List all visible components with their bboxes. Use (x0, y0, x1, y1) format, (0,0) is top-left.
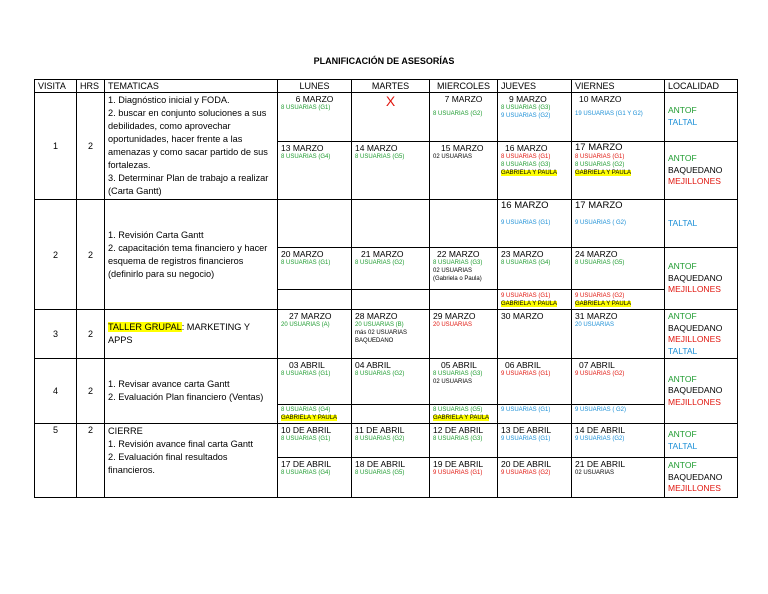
header-miercoles: MIERCOLES (430, 80, 498, 93)
session-cell (352, 248, 430, 290)
session-date: 10 DE ABRIL (281, 425, 332, 435)
session-date: 14 DE ABRIL (575, 425, 626, 435)
locality: BAQUEDANO (668, 272, 723, 283)
session-attendees: 8 USUARIAS (G1) (281, 371, 331, 377)
session-attendees: 9 USUARIAS (G1) (501, 220, 551, 226)
locality: BAQUEDANO (668, 385, 723, 396)
session-attendees: 9 USUARIAS ( G2) (575, 407, 627, 413)
locality-cell (665, 93, 738, 142)
session-attendees: 20 USUARIAS (A) (281, 322, 330, 328)
session-cell (430, 405, 498, 424)
session-attendees: 02 USUARIAS (433, 153, 473, 160)
session-attendees: 8 USUARIAS (G4) (281, 153, 331, 160)
session-date: 22 MARZO (437, 249, 480, 259)
session-attendees: 8 USUARIAS (G2) (355, 436, 405, 442)
session-date: 30 MARZO (501, 311, 544, 321)
schedule-table (34, 79, 738, 498)
visit-2-row-a (35, 200, 738, 248)
header-visita: VISITA (35, 80, 77, 93)
session-date: 05 ABRIL (441, 360, 477, 370)
visit-topics (105, 93, 278, 200)
session-attendees: más 02 USUARIAS (355, 330, 408, 336)
session-attendees: 9 USUARIAS (G1) (501, 436, 551, 442)
locality: TALTAL (668, 116, 698, 127)
session-date: 21 DE ABRIL (575, 459, 626, 469)
session-date: 19 DE ABRIL (433, 459, 484, 469)
session-date: 17 MARZO (575, 200, 623, 211)
visit-3-row (35, 310, 738, 359)
session-attendees: 8 USUARIAS (G2) (355, 260, 405, 266)
header-row (35, 80, 738, 93)
session-cell (498, 290, 572, 310)
session-cell (278, 458, 352, 498)
locality: MEJILLONES (668, 396, 721, 407)
session-cell (430, 93, 498, 142)
header-tematicas: TEMATICAS (105, 80, 278, 93)
locality: ANTOF (668, 429, 697, 439)
locality: TALTAL (668, 345, 698, 356)
session-attendees: 8 USUARIAS (G2) (355, 371, 405, 377)
facilitators-highlight: GABRIELA Y PAULA (575, 169, 632, 176)
session-attendees: 02 USUARIAS (433, 268, 473, 274)
session-attendees: 8 USUARIAS (G1) (575, 153, 625, 160)
header-hrs: HRS (77, 80, 105, 93)
locality: MEJILLONES (668, 176, 721, 187)
visit-hours: 2 (77, 424, 105, 498)
locality: ANTOF (668, 311, 697, 321)
session-cell (278, 248, 352, 290)
workshop-highlight: TALLER GRUPAL (108, 322, 182, 332)
topic-line: 3. Determinar Plan de trabajo a realizar (Carta Gantt) (108, 173, 269, 196)
session-cell (430, 359, 498, 405)
session-attendees: 8 USUARIAS (G3) (501, 105, 551, 111)
session-cell (572, 310, 665, 359)
visit-number: 5 (35, 424, 77, 498)
session-date: 21 MARZO (361, 249, 404, 259)
facilitators-highlight: GABRIELA Y PAULA (501, 169, 558, 176)
session-attendees: 8 USUARIAS (G4) (501, 260, 551, 266)
session-cell (498, 141, 572, 199)
facilitators-highlight: GABRIELA Y PAULA (433, 415, 490, 421)
locality: ANTOF (668, 460, 697, 471)
session-date: 28 MARZO (355, 311, 398, 321)
session-attendees: 8 USUARIAS (G1) (281, 260, 331, 266)
session-attendees: 20 USUARIAS (433, 322, 473, 328)
session-attendees: 8 USUARIAS (G5) (355, 153, 405, 160)
session-cell (498, 458, 572, 498)
session-cell (498, 424, 572, 458)
session-attendees: 9 USUARIAS (G2) (575, 293, 625, 299)
session-cell (498, 359, 572, 405)
header-lunes: LUNES (278, 80, 352, 93)
session-date: 20 MARZO (281, 249, 324, 259)
session-cell (498, 93, 572, 142)
session-date: 13 DE ABRIL (501, 425, 552, 435)
locality: TALTAL (668, 217, 698, 228)
visit-hours: 2 (77, 359, 105, 424)
session-cell (572, 93, 665, 142)
topic-line: 1. Revisión Carta Gantt (108, 229, 204, 240)
visit-number: 3 (35, 310, 77, 359)
locality: ANTOF (668, 261, 697, 272)
session-cell (430, 141, 498, 199)
session-cell (498, 310, 572, 359)
session-cell (430, 248, 498, 290)
locality: BAQUEDANO (668, 471, 723, 482)
visit-topics (105, 310, 278, 359)
session-attendees: 02 USUARIAS (433, 379, 473, 385)
visit-4-row-a (35, 359, 738, 405)
session-attendees: 8 USUARIAS (G4) (281, 407, 331, 413)
visit-hours: 2 (77, 93, 105, 200)
session-attendees: 9 USUARIAS (G1) (501, 407, 551, 413)
session-attendees: 9 USUARIAS (G1) (501, 293, 551, 299)
session-cell (278, 424, 352, 458)
session-date: 7 MARZO (444, 94, 483, 104)
session-cell (430, 458, 498, 498)
session-cell (352, 424, 430, 458)
session-date: 31 MARZO (575, 311, 618, 321)
topic-line: 2. Evaluación final resultados financieros. (108, 452, 228, 475)
session-cell (572, 200, 665, 248)
session-attendees: 8 USUARIAS (G3) (501, 161, 551, 168)
session-attendees: 8 USUARIAS (G1) (281, 105, 331, 111)
session-attendees: 20 USUARIAS (B) (355, 322, 404, 328)
session-cell (430, 310, 498, 359)
locality-cell (665, 458, 738, 498)
facilitators-highlight: GABRIELA Y PAULA (501, 301, 558, 307)
session-date: 6 MARZO (295, 94, 334, 104)
session-cell (352, 458, 430, 498)
locality: MEJILLONES (668, 483, 721, 494)
session-attendees: 8 USUARIAS (G5) (355, 470, 405, 476)
session-cell (352, 359, 430, 405)
locality: TALTAL (668, 440, 698, 451)
locality-cell (665, 424, 738, 458)
visit-5-row-a (35, 424, 738, 458)
session-attendees: 9 USUARIAS (G2) (501, 113, 551, 119)
session-date: 17 DE ABRIL (281, 459, 332, 469)
session-date: 12 DE ABRIL (433, 425, 484, 435)
session-date: 24 MARZO (575, 249, 618, 259)
session-cell (572, 290, 665, 310)
cancelled-mark: X (385, 93, 396, 109)
session-cell (352, 405, 430, 424)
session-attendees: 20 USUARIAS (575, 322, 615, 328)
facilitators-highlight: GABRIELA Y PAULA (575, 301, 632, 307)
visit-topics (105, 359, 278, 424)
page-title: PLANIFICACIÓN DE ASESORÍAS (313, 56, 455, 66)
session-date: 11 DE ABRIL (355, 425, 405, 435)
topic-line: CIERRE (108, 426, 143, 436)
header-viernes: VIERNES (572, 80, 665, 93)
visit-number: 1 (35, 93, 77, 200)
session-attendees: 9 USUARIAS (G1) (433, 470, 483, 476)
workshop-topic: : MARKETING Y APPS (108, 322, 250, 345)
session-cell (572, 248, 665, 290)
session-attendees: 9 USUARIAS (G1) (501, 371, 551, 377)
topic-line: 2. Evaluación Plan financiero (Ventas) (108, 392, 264, 402)
locality: ANTOF (668, 105, 697, 116)
session-date: 9 MARZO (509, 94, 547, 104)
visit-hours: 2 (77, 200, 105, 310)
session-date: 04 ABRIL (355, 360, 391, 370)
topic-line: 2. buscar en conjunto soluciones a sus debilidades, como aprovechar oportunidades, hacer frente a las amenazas y como sacar partido de sus fortalezas. (108, 108, 268, 170)
visit-1-row-a (35, 93, 738, 142)
locality-cell (665, 248, 738, 310)
session-attendees: 8 USUARIAS (G2) (575, 161, 625, 168)
locality-cell (665, 310, 738, 359)
header-martes: MARTES (352, 80, 430, 93)
session-date: 16 MARZO (501, 200, 549, 211)
session-cell (352, 93, 430, 142)
session-attendees: 8 USUARIAS (G3) (433, 260, 483, 266)
session-cell (572, 405, 665, 424)
session-attendees: 8 USUARIAS (G2) (433, 111, 483, 117)
session-attendees: 8 USUARIAS (G5) (575, 260, 625, 266)
header-localidad: LOCALIDAD (665, 80, 738, 93)
session-attendees: 9 USUARIAS (G2) (501, 470, 551, 476)
session-attendees: 8 USUARIAS (G3) (433, 436, 483, 442)
session-cell (498, 405, 572, 424)
session-cell (352, 200, 430, 248)
topic-line: 1. Revisión avance final carta Gantt (108, 439, 254, 449)
session-cell (572, 424, 665, 458)
session-date: 07 ABRIL (579, 360, 615, 370)
session-date: 29 MARZO (433, 311, 476, 321)
session-date: 17 MARZO (575, 141, 623, 153)
session-attendees: 9 USUARIAS ( G2) (575, 220, 627, 226)
session-date: 18 DE ABRIL (355, 459, 406, 469)
session-attendees: 8 USUARIAS (G4) (281, 470, 331, 476)
visit-topics (105, 424, 278, 498)
session-attendees: 9 USUARIAS (G2) (575, 371, 625, 377)
session-date: 03 ABRIL (289, 360, 325, 370)
session-date: 23 MARZO (501, 249, 544, 259)
facilitators-highlight: GABRIELA Y PAULA (281, 415, 338, 421)
session-attendees: 02 USUARIAS (575, 470, 615, 476)
session-cell (498, 248, 572, 290)
session-note: (Gabriela o Paula) (433, 276, 482, 282)
session-attendees: 8 USUARIAS (G1) (501, 153, 551, 160)
topic-line: 1. Revisar avance carta Gantt (108, 379, 230, 389)
session-date: 06 ABRIL (505, 360, 541, 370)
session-note: BAQUEDANO (355, 338, 394, 344)
session-date: 15 MARZO (441, 142, 484, 153)
session-cell (430, 290, 498, 310)
session-date: 13 MARZO (281, 142, 324, 153)
visit-number: 4 (35, 359, 77, 424)
session-attendees: 9 USUARIAS (G2) (575, 436, 625, 442)
locality: ANTOF (668, 153, 697, 164)
session-date: 20 DE ABRIL (501, 459, 552, 469)
topic-line: 1. Diagnóstico inicial y FODA. (108, 95, 230, 105)
locality: ANTOF (668, 373, 697, 384)
session-attendees: 19 USUARIAS (G1 Y G2) (575, 111, 643, 117)
session-date: 10 MARZO (579, 94, 622, 104)
visit-topics (105, 200, 278, 310)
session-cell (278, 141, 352, 199)
session-cell (352, 141, 430, 199)
session-attendees: 8 USUARIAS (G1) (281, 436, 331, 442)
locality: MEJILLONES (668, 284, 721, 295)
session-cell (278, 290, 352, 310)
session-cell (352, 310, 430, 359)
session-cell (352, 290, 430, 310)
session-date: 27 MARZO (289, 311, 332, 321)
session-cell (430, 424, 498, 458)
locality-cell (665, 200, 738, 248)
locality: MEJILLONES (668, 334, 721, 344)
session-cell (572, 359, 665, 405)
topic-line: 2. capacitación tema financiero y hacer esquema de registros financieros (definirlo para su negocio) (108, 242, 268, 279)
session-cell (278, 359, 352, 405)
locality: BAQUEDANO (668, 164, 723, 175)
header-jueves: JUEVES (498, 80, 572, 93)
session-cell (278, 200, 352, 248)
session-attendees: 8 USUARIAS (G3) (433, 371, 483, 377)
session-attendees: 8 USUARIAS (G5) (433, 407, 483, 413)
session-cell (278, 93, 352, 142)
session-cell (278, 310, 352, 359)
session-cell (572, 458, 665, 498)
session-date: 16 MARZO (505, 142, 548, 153)
locality-cell (665, 359, 738, 424)
locality: BAQUEDANO (668, 322, 723, 333)
session-cell (498, 200, 572, 248)
visit-number: 2 (35, 200, 77, 310)
session-cell (278, 405, 352, 424)
locality-cell (665, 141, 738, 199)
visit-hours: 2 (77, 310, 105, 359)
session-cell (430, 200, 498, 248)
session-cell (572, 141, 665, 199)
session-date: 14 MARZO (355, 142, 398, 153)
